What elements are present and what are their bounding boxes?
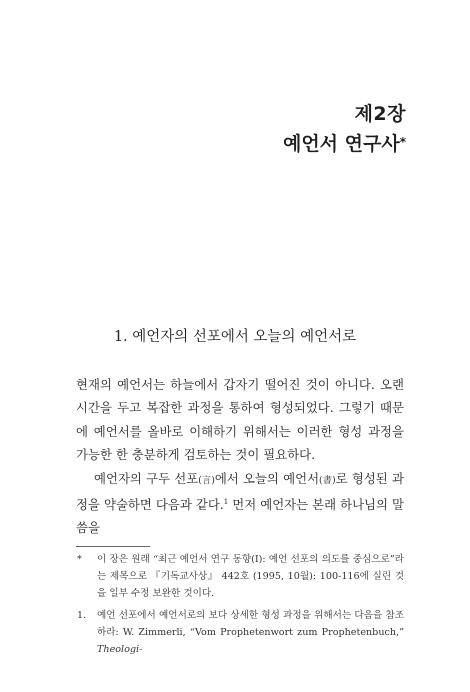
chapter-heading (283, 100, 406, 158)
hanja-annotation-speech: (言) (198, 475, 215, 486)
paragraph-2-part-d: 먼저 예언자는 본래 하나님의 말씀을 (76, 497, 405, 536)
footnote-star-text: 이 장은 원래 “최근 예언서 연구 동향(I): 예언 선포의 의도를 중심으로”라는 제목으로 『기독교사상』 442호 (1995, 10월): 100-116에 실린 것을 일부 수정 보완한 것이다. (97, 554, 404, 600)
paragraph-2-part-b: 에서 오늘의 예언서 (214, 470, 320, 486)
chapter-title (283, 130, 406, 158)
footnote-1-mark: 1. (77, 609, 87, 621)
footnote-1-body (97, 607, 404, 659)
footnote-1-italic: Theologi- (97, 644, 143, 656)
hanja-annotation-book: (書) (319, 475, 336, 486)
paragraph-2 (76, 467, 404, 540)
paragraph-2-part-a: 예언자의 구두 선포 (94, 470, 199, 486)
footnote-divider (76, 546, 150, 547)
paragraph-2-part-c: 로 형성된 과정을 약술하면 다음과 같다. (76, 470, 404, 513)
chapter-title-text: 예언서 연구사 (282, 133, 400, 155)
footnote-1-text: 예언 선포에서 예언서로의 보다 상세한 형성 과정을 위해서는 다음을 참조하라: W. Zimmerli, “Vom Prophetenwort zum Prophetenbuch,” (97, 609, 404, 638)
chapter-title-footnote-mark: * (399, 135, 406, 149)
chapter-number: 제2장 (354, 103, 406, 125)
paragraph-1: 현재의 예언서는 하늘에서 갑자기 떨어진 것이 아니다. 오랜 시간을 두고 복잡한 과정을 통하여 형성되었다. 그렇기 때문에 예언서를 올바로 이해하기 위해서는 이러한 형성 과정을 가능한 한 충분하게 검토하는 것이 필요하다. (76, 377, 404, 463)
footnote-star (76, 551, 404, 603)
footnote-star-mark: * (77, 554, 82, 565)
footnote-reference-1: 1 (223, 498, 229, 507)
footnotes (76, 551, 404, 658)
body-text (76, 373, 404, 540)
footnote-1 (76, 607, 404, 659)
section-heading: 1. 예언자의 선포에서 오늘의 예언서로 (113, 329, 357, 345)
